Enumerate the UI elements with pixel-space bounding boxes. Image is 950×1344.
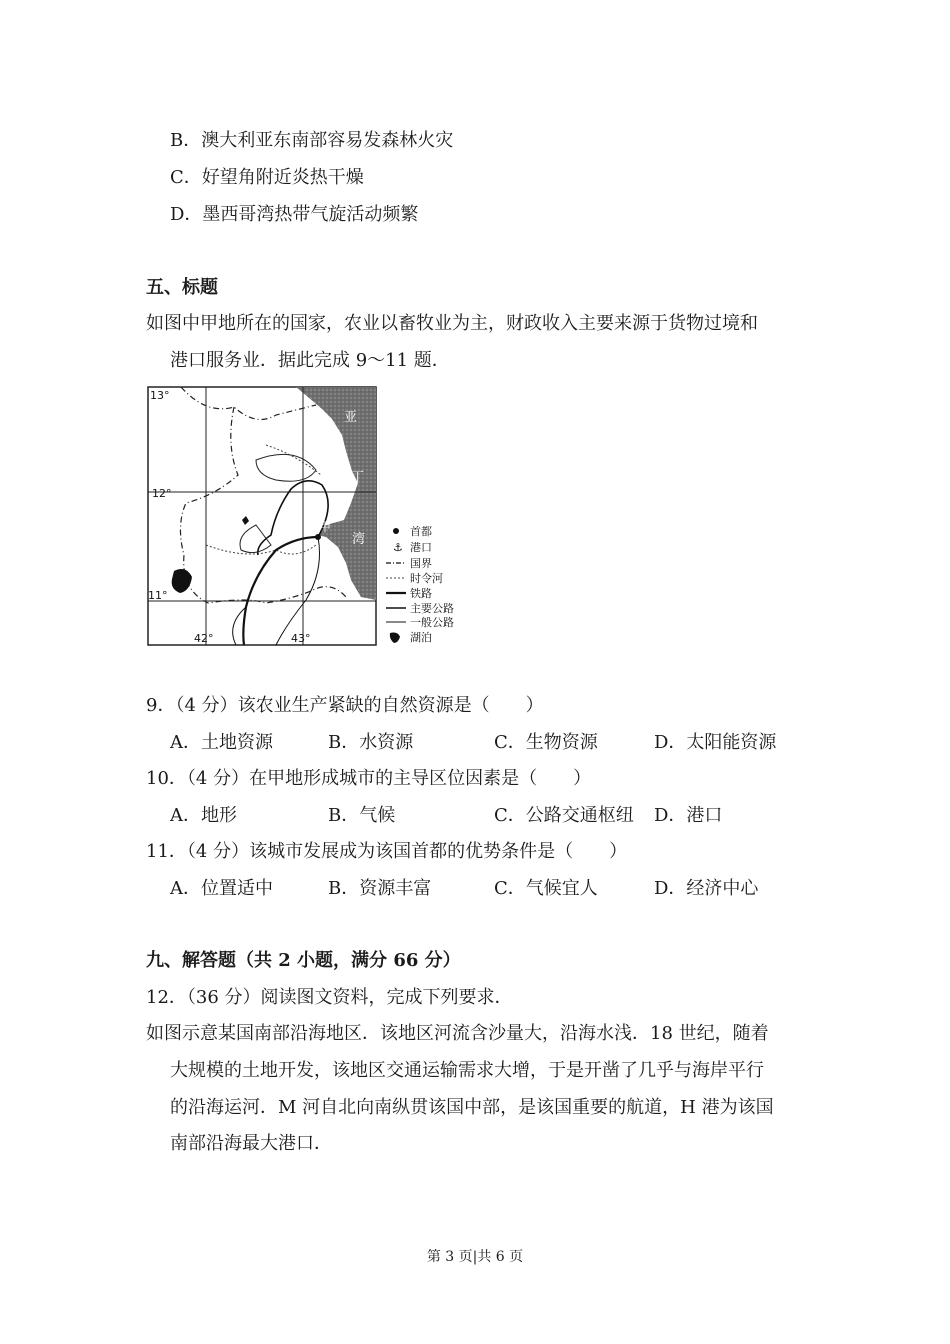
section-heading: 五、标题 bbox=[146, 277, 218, 298]
lat-label-11: 11° bbox=[148, 589, 168, 602]
sea-label-1: 亚 bbox=[344, 410, 358, 425]
prev-option-d: D．墨西哥湾热带气旋活动频繁 bbox=[170, 204, 419, 225]
question-9-option-a: A．土地资源 bbox=[170, 732, 273, 753]
legend-seasonal-river: 时令河 bbox=[410, 572, 443, 585]
prev-option-c: C．好望角附近炎热干燥 bbox=[170, 167, 364, 188]
question-11-option-d: D．经济中心 bbox=[654, 878, 759, 899]
legend-railway: 铁路 bbox=[410, 587, 432, 600]
question-11-option-c: C．气候宜人 bbox=[494, 878, 598, 899]
section-intro: 如图中甲地所在的国家，农业以畜牧业为主，财政收入主要来源于货物过境和 bbox=[146, 313, 758, 334]
question-11-option-b: B．资源丰富 bbox=[328, 878, 432, 899]
question-9-option-d: D．太阳能资源 bbox=[654, 732, 777, 753]
section-intro-continued: 港口服务业．据此完成 9～11 题． bbox=[170, 350, 450, 371]
legend-general-road: 一般公路 bbox=[410, 616, 454, 629]
sea-label-3: 湾 bbox=[352, 532, 366, 547]
question-12-line-1: 如图示意某国南部沿海地区．该地区河流含沙量大，沿海水浅．18 世纪，随着 bbox=[146, 1023, 769, 1044]
region-map bbox=[146, 385, 476, 650]
capital-dot bbox=[315, 534, 321, 540]
question-9-stem: 9．（4 分）该农业生产紧缺的自然资源是（ ） bbox=[146, 695, 544, 716]
page-footer: 第 3 页|共 6 页 bbox=[426, 1249, 524, 1265]
question-11-option-a: A．位置适中 bbox=[170, 878, 273, 899]
question-11-stem: 11．（4 分）该城市发展成为该国首都的优势条件是（ ） bbox=[146, 841, 628, 862]
question-12-line-4: 南部沿海最大港口． bbox=[170, 1133, 332, 1154]
legend-border: 国界 bbox=[410, 557, 432, 570]
question-10-option-a: A．地形 bbox=[170, 805, 237, 826]
legend-main-road: 主要公路 bbox=[410, 602, 454, 615]
question-10-option-b: B．气候 bbox=[328, 805, 396, 826]
section-9-heading: 九、解答题（共 2 小题，满分 66 分） bbox=[146, 950, 461, 971]
legend-lake: 湖泊 bbox=[410, 631, 432, 644]
place-label: 甲 bbox=[319, 520, 332, 534]
question-9-option-c: C．生物资源 bbox=[494, 732, 598, 753]
lat-label-13: 13° bbox=[150, 389, 170, 402]
legend-capital: 首都 bbox=[410, 525, 432, 538]
lon-label-42: 42° bbox=[194, 632, 214, 645]
prev-option-b: B．澳大利亚东南部容易发森林火灾 bbox=[170, 130, 454, 151]
sea-label-2: 丁 bbox=[351, 470, 365, 485]
question-12-line-3: 的沿海运河．M 河自北向南纵贯该国中部，是该国重要的航道，H 港为该国 bbox=[170, 1097, 774, 1118]
legend-port: 港口 bbox=[410, 541, 432, 554]
question-12-line-2: 大规模的土地开发，该地区交通运输需求大增，于是开凿了几乎与海岸平行 bbox=[170, 1060, 764, 1081]
question-10-option-c: C．公路交通枢纽 bbox=[494, 805, 634, 826]
svg-text:⚓: ⚓ bbox=[393, 541, 403, 554]
question-10-option-d: D．港口 bbox=[654, 805, 723, 826]
question-12-stem: 12．（36 分）阅读图文资料，完成下列要求． bbox=[146, 987, 513, 1008]
question-9-option-b: B．水资源 bbox=[328, 732, 414, 753]
lon-label-43: 43° bbox=[291, 632, 311, 645]
map-legend bbox=[386, 524, 454, 644]
lat-label-12: 12° bbox=[152, 487, 172, 500]
question-10-stem: 10．（4 分）在甲地形成城市的主导区位因素是（ ） bbox=[146, 768, 592, 789]
